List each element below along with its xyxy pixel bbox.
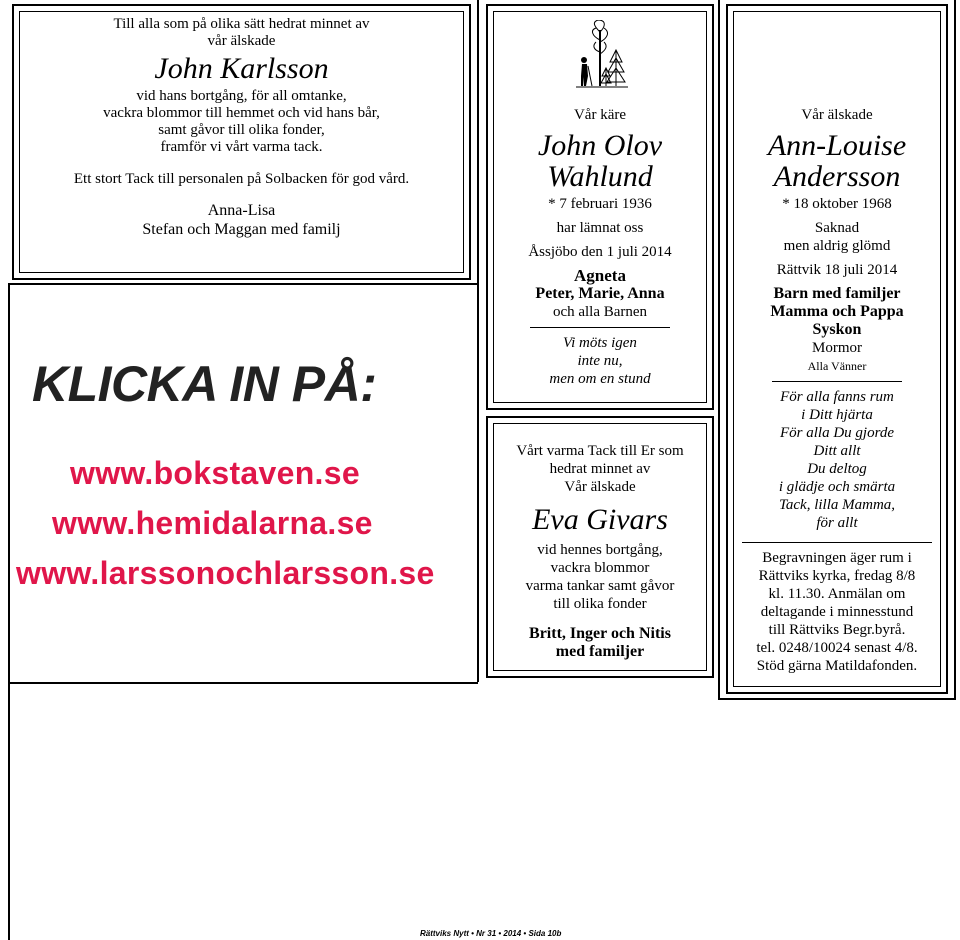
place-and-date: Åssjöbo den 1 juli 2014	[528, 244, 672, 260]
body-line: vackra blommor till hemmet och vid hans bår,	[103, 105, 380, 121]
column-divider-2	[718, 0, 720, 700]
forest-walker-icon	[576, 20, 628, 90]
page-footer: Rättviks Nytt • Nr 31 • 2014 • Sida 10b	[420, 929, 562, 938]
column-divider-1	[477, 0, 479, 682]
mourner-names: Peter, Marie, Anna	[535, 285, 665, 302]
funeral-info: till Rättviks Begr.byrå.	[768, 622, 906, 638]
body-line: samt gåvor till olika fonder,	[158, 122, 325, 138]
verse-line: Tack, lilla Mamma,	[778, 497, 896, 513]
right-border-line	[954, 0, 956, 700]
deceased-name: Ann-Louise	[767, 129, 907, 162]
bottom-section-line-right	[718, 698, 956, 700]
body-line: varma tankar samt gåvor	[525, 578, 675, 594]
mourner-line: Syskon	[812, 321, 862, 338]
ad-intro-line: hedrat minnet av	[549, 461, 651, 477]
funeral-info: Begravningen äger rum i	[762, 550, 912, 566]
body-line: framför vi vårt varma tack.	[160, 139, 323, 155]
missed-text: Saknad	[814, 220, 860, 236]
funeral-info: kl. 11.30. Anmälan om	[768, 586, 906, 602]
birth-date: * 18 oktober 1968	[782, 196, 892, 212]
promo-link-hemidalarna[interactable]: www.hemidalarna.se	[52, 505, 373, 541]
mourner-line: Mormor	[812, 340, 862, 356]
deceased-name: John Karlsson	[154, 52, 329, 85]
verse-line: Du deltog	[807, 461, 867, 477]
funeral-info: deltagande i minnesstund	[760, 604, 914, 620]
signature-line: Stefan och Maggan med familj	[142, 221, 341, 238]
signature-line: med familjer	[555, 643, 645, 660]
funeral-info: Stöd gärna Matildafonden.	[756, 658, 918, 674]
signature-line: Anna-Lisa	[207, 202, 276, 219]
body-line: vid hans bortgång, för all omtanke,	[136, 88, 347, 104]
verse-line: för allt	[816, 515, 858, 531]
promo-link-bokstaven[interactable]: www.bokstaven.se	[70, 455, 360, 491]
ad-intro-line: Vår älskade	[564, 479, 636, 495]
mourner-name: Agneta	[574, 266, 626, 285]
verse-line: i glädje och smärta	[778, 479, 896, 495]
mourner-line: Barn med familjer	[773, 285, 901, 302]
place-and-date: Rättvik 18 juli 2014	[776, 262, 898, 278]
ad-intro-line: vår älskade	[207, 33, 276, 49]
verse-line: För alla fanns rum	[780, 389, 894, 405]
divider-rule	[742, 542, 932, 543]
verse-line: men om en stund	[549, 371, 651, 387]
promo-link-larssonochlarsson[interactable]: www.larssonochlarsson.se	[16, 555, 435, 591]
divider-rule	[772, 381, 902, 382]
verse-line: i Ditt hjärta	[801, 407, 873, 423]
bottom-section-line	[8, 682, 478, 684]
verse-line: Ditt allt	[813, 443, 861, 459]
mourner-family: och alla Barnen	[552, 304, 648, 320]
divider-rule	[530, 327, 670, 328]
staff-thanks: Ett stort Tack till personalen på Solbacken för god vård.	[73, 171, 410, 187]
passing-text: har lämnat oss	[556, 220, 644, 236]
funeral-info: tel. 0248/10024 senast 4/8.	[756, 640, 918, 656]
mourner-line: Alla Vänner	[807, 359, 867, 373]
obituary-intro: Vår käre	[573, 107, 627, 123]
body-line: vackra blommor	[550, 560, 650, 576]
thanks-ad-john-karlsson	[12, 4, 471, 280]
left-top-rule	[8, 283, 478, 285]
body-line: till olika fonder	[553, 596, 647, 612]
deceased-name: Eva Givars	[532, 503, 668, 536]
promo-heading: KLICKA IN PÅ:	[32, 356, 377, 412]
obituary-ann-louise-andersson	[726, 4, 948, 694]
mourner-line: Mamma och Pappa	[770, 303, 904, 320]
body-line: vid hennes bortgång,	[537, 542, 663, 558]
verse-line: Vi möts igen	[563, 335, 637, 351]
left-border-line	[8, 283, 10, 940]
funeral-info: Rättviks kyrka, fredag 8/8	[758, 568, 916, 584]
obituary-intro: Vår älskade	[801, 107, 873, 123]
deceased-name: John Olov	[537, 129, 663, 162]
verse-line: För alla Du gjorde	[779, 425, 895, 441]
ad-intro-line: Till alla som på olika sätt hedrat minnet av	[113, 16, 370, 32]
obituary-john-olov-wahlund	[486, 4, 714, 410]
ad-intro-line: Vårt varma Tack till Er som	[516, 443, 684, 459]
thanks-ad-eva-givars	[486, 416, 714, 678]
signature-line: Britt, Inger och Nitis	[529, 625, 671, 642]
missed-text: men aldrig glömd	[783, 238, 891, 254]
deceased-surname: Andersson	[773, 160, 901, 193]
birth-date: * 7 februari 1936	[548, 196, 652, 212]
verse-line: inte nu,	[577, 353, 623, 369]
deceased-surname: Wahlund	[547, 160, 653, 193]
